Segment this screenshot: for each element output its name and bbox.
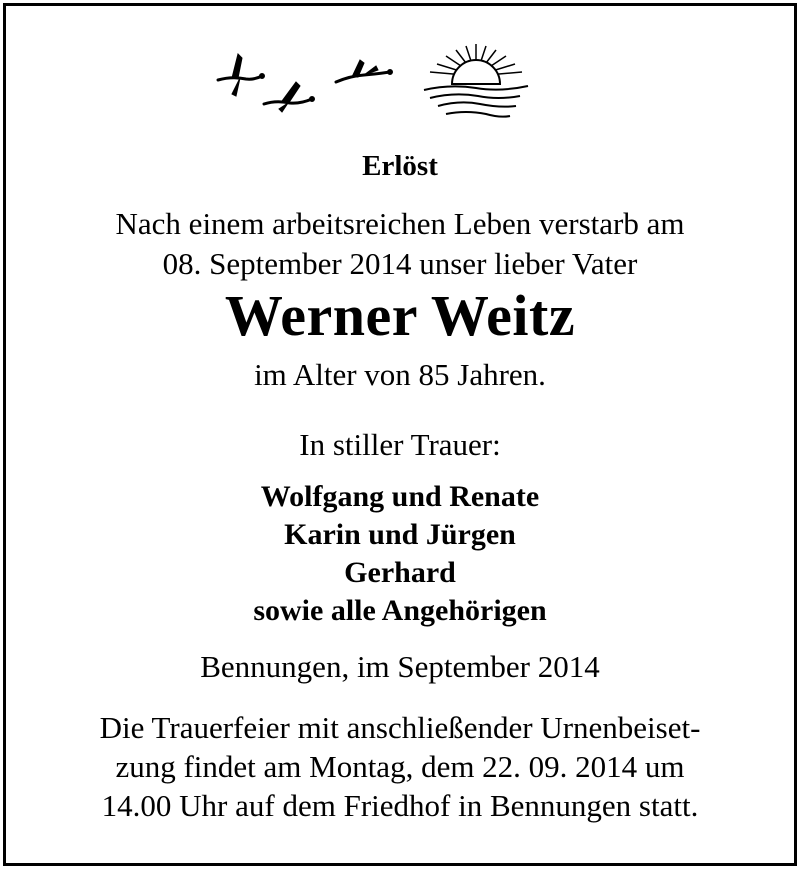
deceased-name: Werner Weitz <box>224 283 576 348</box>
rising-sun-icon <box>424 44 528 117</box>
death-announcement <box>0 204 800 284</box>
funeral-line: 14.00 Uhr auf dem Friedhof in Bennungen statt. <box>101 788 699 823</box>
mourning-label: In stiller Trauer: <box>299 427 501 462</box>
announcement-line: 08. September 2014 unser lieber Vater <box>162 246 638 281</box>
deceased-age: im Alter von 85 Jahren. <box>254 357 546 392</box>
mourners-list <box>0 478 800 630</box>
mourner-entry: sowie alle Angehörigen <box>253 594 547 627</box>
mourner-entry: Wolfgang und Renate <box>260 480 540 513</box>
mourner-entry: Gerhard <box>344 556 456 589</box>
funeral-details <box>0 708 800 825</box>
announcement-line: Nach einem arbeitsreichen Leben verstarb am <box>115 206 685 241</box>
notice-heading: Erlöst <box>362 150 438 182</box>
funeral-line: zung findet am Montag, dem 22. 09. 2014 um <box>115 749 685 784</box>
funeral-line: Die Trauerfeier mit anschließender Urnenbeiset- <box>99 710 701 745</box>
place-and-date: Bennungen, im September 2014 <box>200 649 600 684</box>
mourner-entry: Karin und Jürgen <box>284 518 516 551</box>
header-illustration <box>0 0 800 140</box>
flying-birds-icon <box>218 54 393 112</box>
